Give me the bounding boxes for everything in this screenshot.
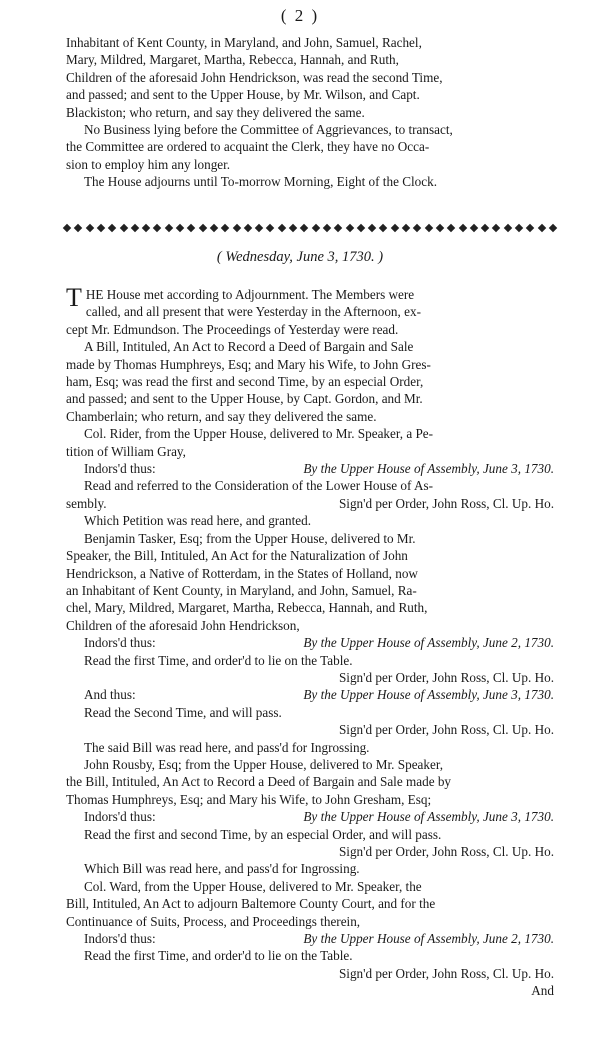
ornament-diamond [549,224,557,232]
text-line: Inhabitant of Kent County, in Maryland, and John, Samuel, Rachel, [66,35,422,50]
text-line: an Inhabitant of Kent County, in Maryland, and John, Samuel, Ra- [66,582,417,598]
endorsement-label: Indors'd thus: [84,461,156,477]
endorsement-label: Indors'd thus: [84,809,156,825]
ornament-diamond [402,224,410,232]
endorsement-text: By the Upper House of Assembly, June 2, 1730. [303,931,554,947]
endorsement-text: By the Upper House of Assembly, June 2, 1730. [303,635,554,651]
text-line: Blackiston; who return, and say they delivered the same. [66,104,365,120]
ornament-diamond [311,224,319,232]
ornamental-divider [64,225,558,237]
endorsement-line [66,460,554,477]
signature-text: Sign'd per Order, John Ross, Cl. Up. Ho. [338,722,554,738]
ornament-diamond [85,224,93,232]
ornament-diamond [142,224,150,232]
intro-section [66,34,554,191]
ornament-diamond [131,224,139,232]
text-line: HE House met according to Adjournment. The Members were [85,287,415,302]
text-line: Children of the aforesaid John Hendrickson, [66,617,300,633]
ornament-diamond [97,224,105,232]
adjournment-line: The House adjourns until To-morrow Morning, Eight of the Clock. [84,174,438,190]
signature-text: Sign'd per Order, John Ross, Cl. Up. Ho. [338,844,554,859]
text-line: Chamberlain; who return, and say they delivered the same. [66,408,377,424]
signature-line [66,495,554,512]
ornament-diamond [266,224,274,232]
text-line: John Rousby, Esq; from the Upper House, delivered to Mr. Speaker, [84,756,444,772]
endorsement-text: By the Upper House of Assembly, June 3, 1730. [303,809,554,825]
text-line: and passed; and sent to the Upper House, by Mr. Wilson, and Capt. [66,87,420,103]
ornament-diamond [187,224,195,232]
text-line: Thomas Humphreys, Esq; and Mary his Wife, to John Gresham, Esq; [66,791,432,807]
text-line: ham, Esq; was read the first and second Time, by an especial Order, [66,374,424,390]
text-line: Benjamin Tasker, Esq; from the Upper House, delivered to Mr. [84,530,416,546]
ornament-diamond [63,224,71,232]
text-line: Read and referred to the Consideration of the Lower House of As- [84,478,433,494]
ornament-diamond [504,224,512,232]
endorsement-line [66,686,554,703]
text-line: sion to employ him any longer. [66,156,231,172]
text-line: called, and all present that were Yesterday in the Afternoon, ex- [85,304,421,320]
ornament-diamond [526,224,534,232]
ornament-diamond [345,224,353,232]
text-line: Read the Second Time, and will pass. [84,704,282,720]
text-line: Read the first Time, and order'd to lie on the Table. [84,652,353,668]
endorsement-label: And thus: [84,687,136,703]
ornament-diamond [447,224,455,232]
text-line: Which Bill was read here, and pass'd for Ingrossing. [84,861,360,877]
ornament-diamond [210,224,218,232]
ornament-diamond [108,224,116,232]
text-line: Children of the aforesaid John Hendrickson, was read the second Time, [66,69,443,85]
endorsement-label: Indors'd thus: [84,931,156,947]
signature-text: Sign'd per Order, John Ross, Cl. Up. Ho. [338,965,554,981]
endorsement-line [66,808,554,825]
text-line: Col. Rider, from the Upper House, delivered to Mr. Speaker, a Pe- [84,426,434,442]
text-line: Which Petition was read here, and granted. [84,513,312,529]
text-line: and passed; and sent to the Upper House, by Capt. Gordon, and Mr. [66,391,423,407]
ornament-diamond [357,224,365,232]
text-line: Col. Ward, from the Upper House, delivered to Mr. Speaker, the [84,878,422,894]
ornament-diamond [492,224,500,232]
ornament-diamond [198,224,206,232]
drop-cap: T [66,283,82,312]
ornament-diamond [436,224,444,232]
text-line: Hendrickson, a Native of Rotterdam, in the States of Holland, now [66,565,418,581]
ornament-diamond [277,224,285,232]
catchword: And [531,983,554,999]
text-fragment: sembly. [66,495,107,511]
ornament-diamond [153,224,161,232]
ornament-diamond [164,224,172,232]
ornament-diamond [334,224,342,232]
text-line: Read the first and second Time, by an especial Order, and will pass. [84,826,442,842]
endorsement-text: By the Upper House of Assembly, June 3, 1730. [303,687,554,703]
proceedings-section [66,283,554,1000]
text-line: Continuance of Suits, Process, and Proceedings therein, [66,913,361,929]
endorsement-label: Indors'd thus: [84,635,156,651]
text-line: tition of William Gray, [66,443,186,459]
ornament-diamond [300,224,308,232]
ornament-diamond [470,224,478,232]
ornament-diamond [391,224,399,232]
ornament-diamond [515,224,523,232]
signature-text: Sign'd per Order, John Ross, Cl. Up. Ho. [338,495,554,511]
ornament-diamond [424,224,432,232]
endorsement-line [66,634,554,651]
text-line: No Business lying before the Committee of Aggrievances, to transact, [84,122,453,138]
text-line: A Bill, Intituled, An Act to Record a Deed of Bargain and Sale [84,339,414,355]
endorsement-text: By the Upper House of Assembly, June 3, 1730. [303,461,554,477]
ornament-diamond [289,224,297,232]
text-line: Mary, Mildred, Margaret, Martha, Rebecca, Hannah, and Ruth, [66,52,399,68]
text-line: the Bill, Intituled, An Act to Record a Deed of Bargain and Sale made by [66,774,452,790]
text-line: cept Mr. Edmundson. The Proceedings of Yesterday were read. [66,321,399,337]
ornament-diamond [323,224,331,232]
text-line: The said Bill was read here, and pass'd for Ingrossing. [84,739,370,755]
ornament-diamond [244,224,252,232]
ornament-diamond [176,224,184,232]
ornament-diamond [458,224,466,232]
page-number: ( 2 ) [280,6,320,25]
text-line: made by Thomas Humphreys, Esq; and Mary his Wife, to John Gres- [66,356,431,372]
ornament-diamond [255,224,263,232]
text-line: Read the first Time, and order'd to lie on the Table. [84,948,353,964]
ornament-diamond [119,224,127,232]
text-line: Speaker, the Bill, Intituled, An Act for the Naturalization of John [66,548,408,564]
ornament-diamond [232,224,240,232]
ornament-diamond [481,224,489,232]
ornament-diamond [74,224,82,232]
ornament-diamond [379,224,387,232]
text-line: Bill, Intituled, An Act to adjourn Baltemore County Court, and for the [66,896,436,912]
ornament-diamond [221,224,229,232]
text-line: the Committee are ordered to acquaint the Clerk, they have no Occa- [66,139,430,155]
text-line: chel, Mary, Mildred, Margaret, Martha, Rebecca, Hannah, and Ruth, [66,600,428,616]
signature-text: Sign'd per Order, John Ross, Cl. Up. Ho. [338,669,554,685]
ornament-diamond [413,224,421,232]
date-heading: ( Wednesday, June 3, 1730. ) [216,249,384,265]
endorsement-line [66,930,554,947]
ornament-diamond [537,224,545,232]
ornament-diamond [368,224,376,232]
